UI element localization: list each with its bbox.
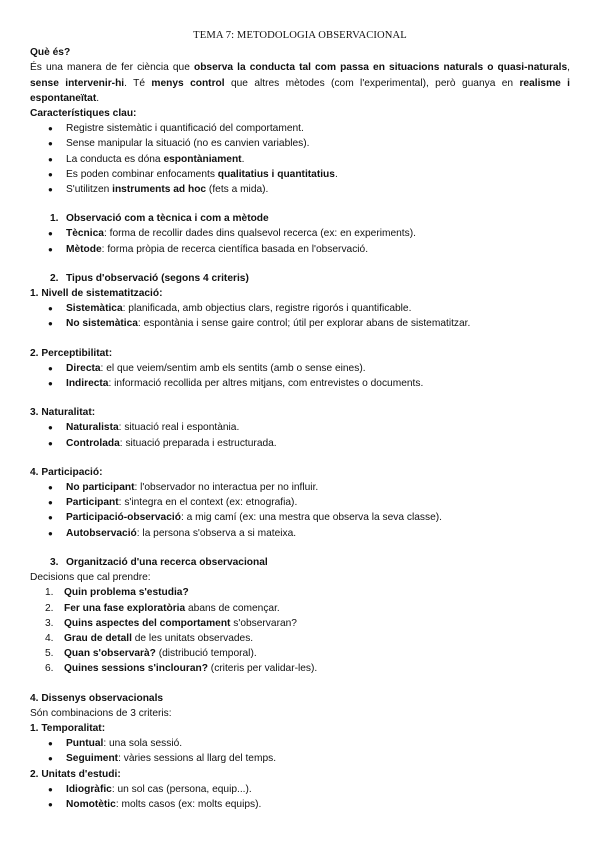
list-item: ● Seguiment: vàries sessions al llarg del temps. [58, 751, 570, 766]
list-item: 1. Quin problema s'estudia? [45, 587, 189, 599]
list-item: ● Idiogràfic: un sol cas (persona, equip...). [58, 782, 570, 797]
criterion-list [30, 480, 570, 541]
section-3-heading: 3. Organització d'una recerca observacional [50, 556, 268, 568]
section-1-list [30, 226, 570, 256]
list-item: ● Mètode: forma pròpia de recerca científica basada en l'observació. [58, 242, 570, 257]
features-list [30, 121, 570, 197]
list-item: ● S'utilitzen instruments ad hoc (fets a mida). [58, 182, 570, 197]
list-item: ● Nomotètic: molts casos (ex: molts equips). [58, 797, 570, 812]
list-item: ● Participació-observació: a mig camí (ex: una mestra que observa la seva classe). [58, 510, 570, 525]
list-item: ● Es poden combinar enfocaments qualitatius i quantitatius. [58, 167, 570, 182]
list-item: ● Puntual: una sola sessió. [58, 736, 570, 751]
decisions-list [30, 585, 570, 676]
list-item: ● Participant: s'integra en el context (ex: etnografia). [58, 495, 570, 510]
list-item: ● Sense manipular la situació (no es canvien variables). [58, 136, 570, 151]
criterion-heading: 2. Unitats d'estudi: [30, 768, 121, 780]
list-item: ● Registre sistemàtic i quantificació del comportament. [58, 121, 570, 136]
section-1-heading: 1. Observació com a tècnica i com a mètode [50, 213, 269, 225]
list-item: ● La conducta es dóna espontàniament. [58, 152, 570, 167]
criterion-heading: 1. Nivell de sistematització: [30, 288, 163, 300]
criterion-heading: 3. Naturalitat: [30, 407, 96, 419]
list-item: 4. Grau de detall de les unitats observades. [45, 632, 254, 644]
criterion-heading: 2. Perceptibilitat: [30, 347, 113, 359]
features-heading: Característiques clau: [30, 108, 137, 120]
criterion-heading: 1. Temporalitat: [30, 722, 106, 734]
criterion-list [30, 361, 570, 391]
criterion-list [30, 736, 570, 766]
list-item: ● Sistemàtica: planificada, amb objectius clars, registre rigorós i quantificable. [58, 301, 570, 316]
intro-heading: Què és? [30, 47, 71, 59]
section-4-heading: 4. Dissenys observacionals [30, 692, 164, 704]
list-item: 5. Quan s'observarà? (distribució temporal). [45, 648, 257, 660]
section-3-intro: Decisions que cal prendre: [30, 572, 151, 584]
list-item: ● Autobservació: la persona s'observa a si mateixa. [58, 526, 570, 541]
document-title: TEMA 7: METODOLOGIA OBSERVACIONAL [193, 30, 407, 41]
list-item: ● No participant: l'observador no interactua per no influir. [58, 480, 570, 495]
criterion-list [30, 782, 570, 812]
list-item: ● No sistemàtica: espontània i sense gaire control; útil per explorar abans de sistematitzar. [58, 316, 570, 331]
section-4-intro: Són combinacions de 3 criteris: [30, 707, 172, 719]
list-item: ● Naturalista: situació real i espontània. [58, 420, 570, 435]
criterion-list [30, 420, 570, 450]
list-item: ● Tècnica: forma de recollir dades dins qualsevol recerca (ex: en experiments). [58, 226, 570, 241]
intro-paragraph: És una manera de fer ciència que observa la conducta tal com passa en situacions naturals o quasi-naturals, sense intervenir-hi. Té menys control que altres mètodes (com l'experimental), però guanya en realisme i espontaneïtat. [30, 62, 571, 104]
criterion-heading: 4. Participació: [30, 466, 103, 478]
list-item: ● Directa: el que veiem/sentim amb els sentits (amb o sense eines). [58, 361, 570, 376]
section-2-heading: 2. Tipus d'observació (segons 4 criteris) [50, 272, 249, 284]
list-item: ● Indirecta: informació recollida per altres mitjans, com entrevistes o documents. [58, 376, 570, 391]
criterion-list [30, 301, 570, 331]
list-item: 6. Quines sessions s'inclouran? (criteris per validar-les). [45, 663, 318, 675]
list-item: 3. Quins aspectes del comportament s'observaran? [45, 617, 297, 629]
list-item: ● Controlada: situació preparada i estructurada. [58, 436, 570, 451]
list-item: 2. Fer una fase exploratòria abans de començar. [45, 602, 280, 614]
